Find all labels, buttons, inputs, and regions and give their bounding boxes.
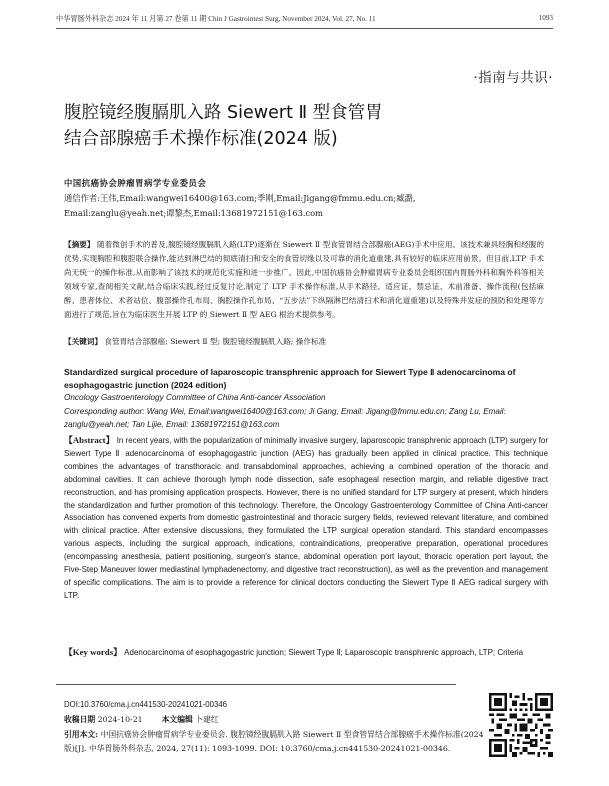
english-corresponding-authors: Corresponding author: Wang Wei, Email:wangwei16400@163.com; Ji Gang, Email: Jigang@fmmu.edu.cn; Zang Lu, Email: zanglu@yeah.net; Tan Lijie, Email: 13681972151@163.com — [64, 407, 506, 429]
doi-line: DOI:10.3760/cma.j.cn441530-20241021-00346 — [64, 700, 227, 709]
abstract-chinese — [64, 238, 544, 323]
qr-code-icon[interactable] — [489, 693, 553, 757]
author-block — [64, 176, 544, 221]
corresponding-authors-line-2: Email:zanglu@yeah.net;谭黎杰,Email:13681972151@163.com — [64, 208, 323, 218]
received-editor-line — [64, 713, 484, 728]
keywords-cn-text: 食管胃结合部腺癌; Siewert Ⅱ 型; 腹腔镜经腹膈肌入路; 操作标准 — [104, 337, 327, 346]
received-date: 2024-10-21 — [97, 714, 143, 724]
title-line-2: 结合部腺癌手术操作标准(2024 版) — [64, 129, 338, 149]
abstract-en-text: In recent years, with the popularization of minimally invasive surgery, laparoscopic transphrenic approach (LTP) surgery for Siewert Type Ⅱ adenocarcinoma of esophagogastric junction (AEG) has gradually been applied in clinical practice. This technique combines the advantages of transthoracic and transabdominal approaches, achieving a combined operation of the thoracic and abdominal cavities. It can achieve thorough lymph node dissection, safe esophageal resection margin, and reliable digestive tract reconstruction, and has promising application prospects. However, there is no unified standard for LTP surgery at present, which hinders the standardization and further promotion of this technology. Therefore, the Oncology Gastroenterology Committee of China Anti-cancer Association has convened experts from domestic gastrointestinal and thoracic surgery fields, reviewed relevant literature, and combined with clinical practice. After extensive discussions, they formulated the LTP surgical operation standard. This standard encompasses various aspects, including the surgical approach, indications, contraindications, preoperative preparation, operational procedures (encompassing anesthesia, patient positioning, surgeon's stance, abdominal operation port layout, thoracic operation port layout, the Five-Step Maneuver lower mediastinal lymphadenectomy, and digestive tract reconstruction), as well as the prevention and management of specific complications. The aim is to provide a reference for clinical doctors conducting the Siewert Type Ⅱ AEG radical surgery with LTP. — [64, 436, 548, 600]
abstract-cn-label: 【摘要】 — [64, 240, 95, 249]
citation-label: 引用本文: — [64, 729, 99, 739]
keywords-en-label: 【Key words】 — [64, 647, 122, 657]
header-rule — [56, 28, 553, 29]
journal-citation-header: 中华胃肠外科杂志 2024 年 11 月第 27 卷第 11 期 Chin J Gastrointest Surg, November 2024, Vol. 27, No. 11 — [56, 15, 376, 23]
keywords-chinese — [64, 335, 544, 349]
editor-label: 本文编辑 — [161, 714, 193, 724]
abstract-en-label: 【Abstract】 — [64, 435, 115, 445]
page-number: 1093 — [538, 14, 553, 22]
keywords-english — [64, 646, 548, 660]
abstract-cn-text: 随着微创手术的普及,腹腔镜经腹膈肌入路(LTP)逐渐在 Siewert Ⅱ 型食管胃结合部腺癌(AEG)手术中应用。该技术兼具经胸和经腹的优势,实现胸腔和腹腔联合操作,能达到淋巴结的彻底清扫和安全的食管切缘以及可靠的消化道重建,具有较好的临床应用前景。但目前,LTP 手术尚无统一的操作标准,从而影响了该技术的规范化实施和进一步推广。因此,中国抗癌协会肿瘤胃病专业委员会组织国内胃肠外科和胸外科等相关领域专家,查阅相关文献,结合临床实践,经过反复讨论,制定了 LTP 手术操作标准,从手术路径、适应证、禁忌证、术前准备、操作流程(包括麻醉、患者体位、术者站位、腹部操作孔布局、胸腔操作孔布局、“五步法”下纵隔淋巴结清扫术和消化道重建)以及特殊并发症的预防和处理等方面进行了规范,旨在为临床医生开展 LTP 的 Siewert Ⅱ 型 AEG 根治术提供参考。 — [64, 240, 544, 320]
article-metadata — [64, 698, 484, 757]
received-label: 收稿日期 — [64, 714, 96, 724]
citation-text: 中国抗癌协会肿瘤胃病学专业委员会. 腹腔镜经腹膈肌入路 Siewert Ⅱ 型食管胃结合部腺癌手术操作标准(2024 版)[J]. 中华胃肠外科杂志, 2024, 27(11): 1093-1099. DOI: 10.3760/cma.j.cn441530-20241021-00346. — [64, 729, 484, 754]
keywords-en-text: Adenocarcinoma of esophagogastric junction; Siewert Type Ⅱ; Laparoscopic transphrenic approach, LTP; Criteria — [124, 648, 524, 657]
running-header — [56, 12, 553, 28]
corresponding-authors-line-1: 通信作者:王伟,Email:wangwei16400@163.com;季刚,Email:Jigang@fmmu.edu.cn;臧潞, — [64, 193, 416, 203]
footer-rule — [56, 684, 456, 685]
citation — [64, 728, 484, 758]
english-title: Standardized surgical procedure of laparoscopic transphrenic approach for Siewert Type Ⅱ adenocarcinoma of esophagogastric junction (2024 edition) — [64, 367, 516, 390]
english-organization: Oncology Gastroenterology Committee of China Anti-cancer Association — [64, 393, 326, 402]
abstract-english — [64, 434, 548, 603]
section-tag: ·指南与共识· — [473, 70, 553, 86]
title-line-1: 腹腔镜经腹膈肌入路 Siewert Ⅱ 型食管胃 — [64, 103, 383, 123]
author-organization: 中国抗癌协会肿瘤胃病学专业委员会 — [64, 178, 207, 188]
editor-name: 卜建红 — [195, 714, 219, 724]
keywords-cn-label: 【关键词】 — [64, 337, 102, 346]
article-title — [64, 100, 544, 152]
